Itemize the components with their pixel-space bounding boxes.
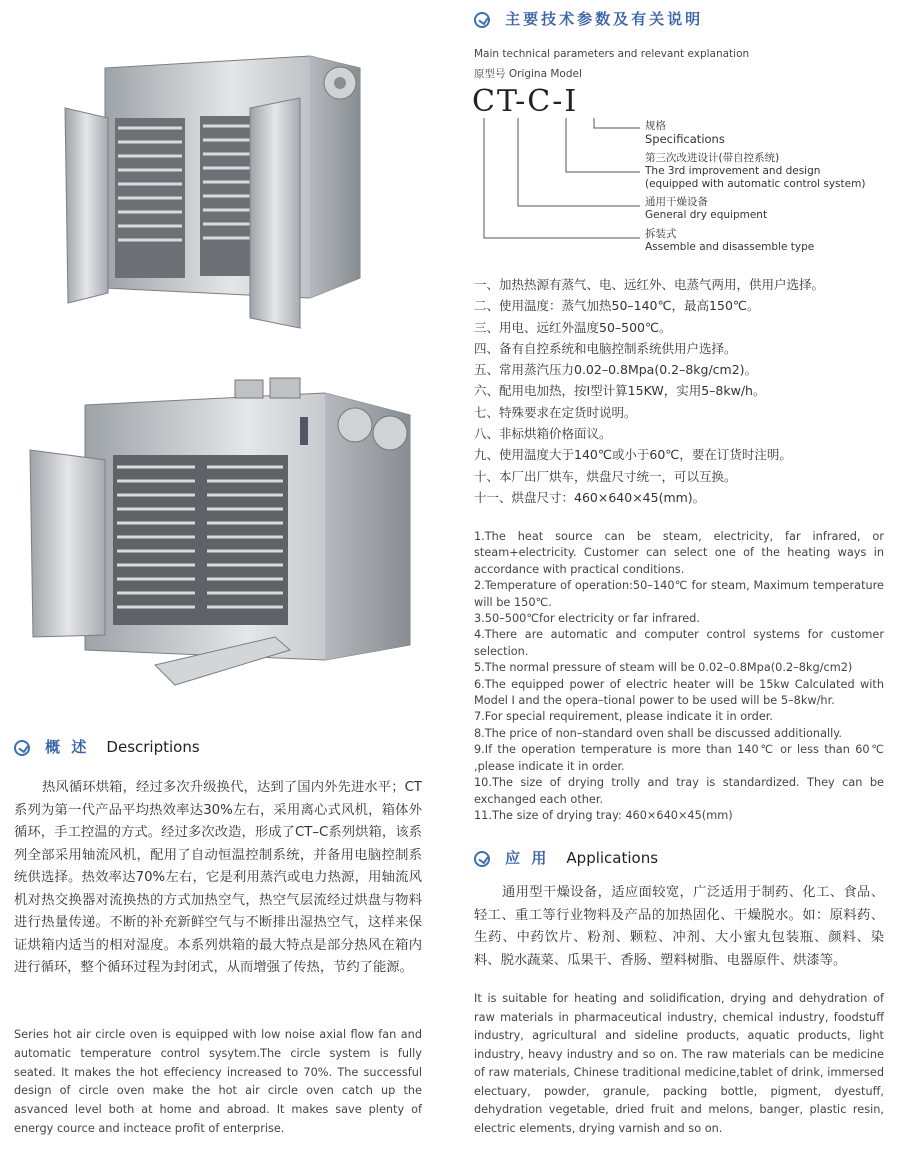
tech-header [474, 8, 703, 29]
tech-cn-item: 九、使用温度大于140℃或小于60℃，要在订货时注明。 [474, 447, 792, 463]
desc-paragraph-en: Series hot air circle oven is equipped with low noise axial flow fan and automatic temperature control sysytem.The circle system is fully seated. It makes the hot effeciency increased to 70%. The successful design of circle oven make the hot air circle oven catch up the asvanced level both at home and abroad. It makes save plenty of energy cource and incteace profit of enterprise. [14, 1028, 422, 1135]
tech-cn-item: 一、加热热源有蒸气、电、远红外、电蒸气两用，供用户选择。 [474, 277, 825, 292]
tech-en-item: 6.The equipped power of electric heater will be 15kw Calculated with Model I and the opera–tional power to be used will be 5–8kw/hr. [474, 677, 884, 708]
oven-photo-bottom [25, 375, 420, 695]
tech-title-cn: 主要技术参数及有关说明 [505, 10, 704, 28]
tech-en-item: 9.If the operation temperature is more than 140℃ or less than 60℃ ,please indicate it in order. [474, 743, 884, 773]
tech-en-item: 11.The size of drying tray: 460×640×45(mm) [474, 808, 733, 822]
tech-cn-item: 七、特殊要求在定货时说明。 [474, 404, 637, 420]
tech-cn-item: 四、备有自控系统和电脑控制系统供用户选择。 [474, 340, 737, 356]
tech-en-item: 10.The size of drying trolly and tray is standardized. They can be exchanged each other. [474, 776, 884, 806]
app-paragraph-en: It is suitable for heating and solidification, drying and dehydration of raw materials in pharmaceutical industry, chemical industry, foodstuff industry, agricultural and sideline products, aquatic products, light industry, heavy industry and so on. The raw materials can be medicine of raw materials, Chinese traditional medicine,tablet of drink, immersed electuary, powder, granule, packing bottle, pigment, dyestuff, dehydration vegetable, dried fruit and melons, banger, plastic resin, electric elements, drying varnish and so on. [474, 992, 884, 1135]
label-specifications: 规格 Specifications [645, 120, 725, 146]
app-title-en: Applications [566, 849, 659, 867]
label-assemble: 拆装式 Assemble and disassemble type [645, 228, 815, 253]
desc-header [14, 736, 200, 757]
tech-title-en: Main technical parameters and relevant explanation [474, 48, 750, 60]
tech-cn-item: 二、使用温度：蒸气加热50–140℃，最高150℃。 [474, 298, 760, 314]
tech-cn-list [474, 274, 889, 508]
tech-cn-item: 三、用电、远红外温度50–500℃。 [474, 319, 672, 335]
app-header [474, 847, 658, 868]
tech-cn-item: 十、本厂出厂烘车，烘盘尺寸统一，可以互换。 [474, 468, 737, 484]
check-circle-icon [14, 740, 30, 756]
tech-cn-item: 八、非标烘箱价格面议。 [474, 426, 612, 442]
check-circle-icon [474, 851, 490, 867]
model-code: CT-C-I [472, 84, 579, 119]
label-improvement: 第三次改进设计(带自控系统) The 3rd improvement and design (equipped with automatic control system) [645, 152, 866, 190]
label-general-dry: 通用干燥设备 General dry equipment [645, 196, 768, 221]
tech-en-item: 4.There are automatic and computer control systems for customer selection. [474, 628, 884, 658]
origin-model: 原型号 Origina Model [474, 68, 582, 80]
app-paragraph-cn: 通用型干燥设备，适应面较宽，广泛适用于制药、化工、食品、轻工、重工等行业物料及产品的加热固化、干燥脱水。如：原料药、生药、中药饮片、粉剂、颗粒、冲剂、大小蜜丸包装瓶、颜料、染料、脱水蔬菜、瓜果干、香肠、塑料树脂、电器原件、烘漆等。 [474, 885, 884, 968]
tech-en-item: 7.For special requirement, please indicate it in order. [474, 710, 773, 724]
tech-cn-item: 五、常用蒸汽压力0.02–0.8Mpa(0.2–8kg/cm2)。 [474, 362, 758, 378]
model-connector-lines [470, 110, 650, 245]
tech-en-item: 5.The normal pressure of steam will be 0.02–0.8Mpa(0.2–8kg/cm2) [474, 661, 853, 675]
tech-en-item: 3.50–500℃for electricity or far infrared. [474, 612, 700, 626]
tech-en-item: 2.Temperature of operation:50–140℃ for steam, Maximum temperature will be 150℃. [474, 579, 884, 609]
tech-en-list [474, 529, 884, 824]
desc-title-cn: 概 述 [45, 738, 90, 756]
tech-en-item: 1.The heat source can be steam, electricity, far infrared, or steam+electricity. Customer can select one of the heating ways in accordance with practical conditions. [474, 530, 884, 576]
desc-paragraph-cn: 热风循环烘箱，经过多次升级换代，达到了国内外先进水平；CT系列为第一代产品平均热效率达30%左右，采用离心式风机，箱体外循环，手工控温的方式。经过多次改造，形成了CT–C系列烘箱，该系列全部采用轴流风机，配用了自动恒温控制系统，并备用电脑控制系统供选择。热效率达70%左右，它是利用蒸汽或电力热源，用轴流风机对热交换器对流换热的方式加热空气，热空气层流经过烘盘与物料进行热量传递。不断的补充新鲜空气与不断排出湿热空气，这样来保证烘箱内适当的相对湿度。本系列烘箱的最大特点是部分热风在箱内进行循环，整个循环过程为封闭式，从而增强了传热，节约了能源。 [14, 780, 422, 975]
oven-photo-top [60, 48, 380, 348]
tech-cn-item: 六、配用电加热，按I型计算15KW，实用5–8kw/h。 [474, 383, 766, 399]
app-title-cn: 应 用 [505, 849, 550, 867]
desc-title-en: Descriptions [106, 738, 200, 756]
tech-cn-item: 十一、烘盘尺寸：460×640×45(mm)。 [474, 489, 706, 505]
tech-en-item: 8.The price of non–standard oven shall be discussed additionally. [474, 726, 842, 740]
check-circle-icon [474, 12, 490, 28]
